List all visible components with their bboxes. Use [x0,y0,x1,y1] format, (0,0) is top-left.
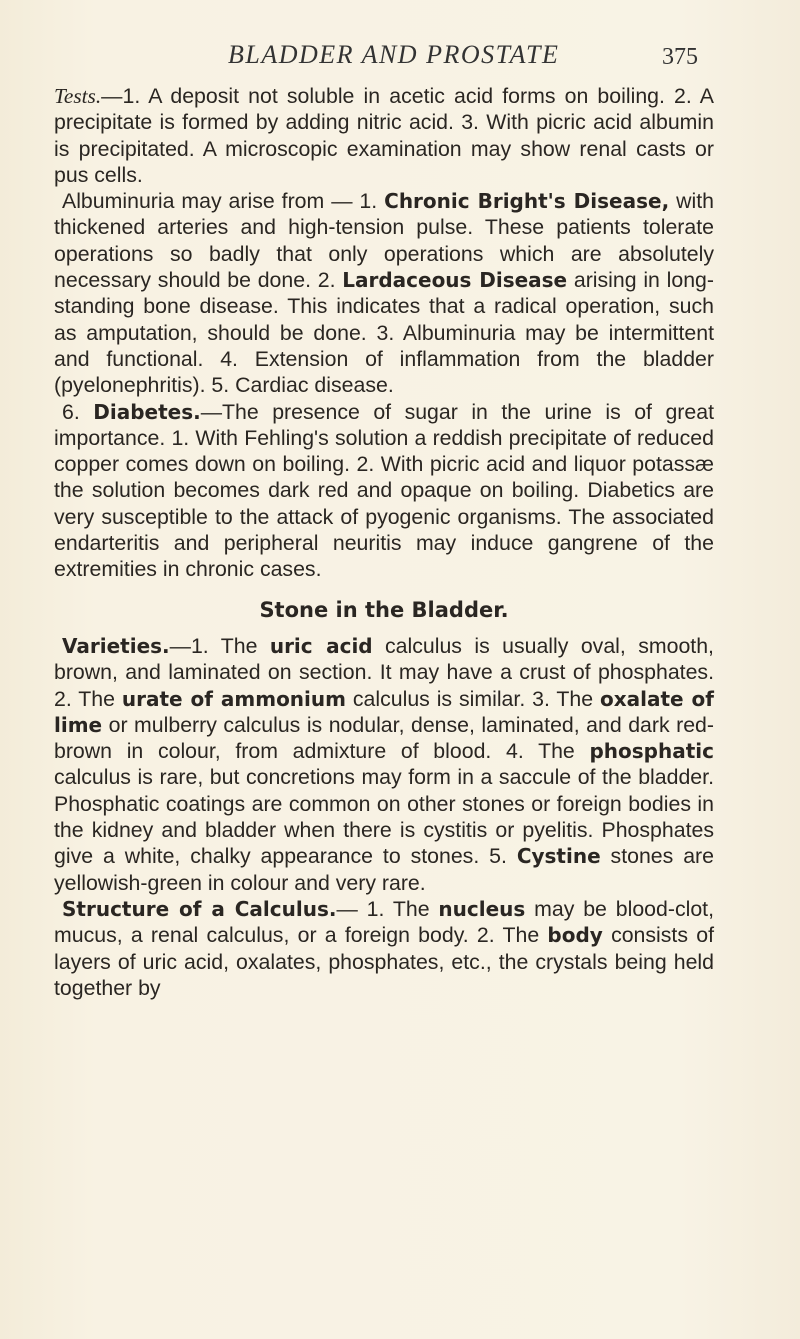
brights-disease-keyword: Chronic Bright's Disease, [384,189,670,214]
phosphatic-keyword: phosphatic [589,739,714,764]
body-keyword: body [547,923,603,948]
varieties-text-1: calculus is usually oval, smooth, brown, and laminated on section. It may have a crust of phosphates. 2. The [54,633,714,711]
diabetes-keyword: Diabetes. [93,399,201,424]
varieties-heading: Varieties. [62,633,170,658]
oxalate-keyword: oxalate of lime [54,686,714,737]
cystine-keyword: Cystine [516,844,601,869]
running-title: BLADDER AND PROSTATE [228,40,560,69]
section-title: Stone in the Bladder. [259,597,509,622]
urate-keyword: urate of ammonium [121,686,346,711]
body-text [54,83,714,1001]
tests-label: Tests. [54,84,102,108]
structure-text-1: may be blood-clot, mucus, a renal calculus, or a foreign body. 2. The [54,896,715,948]
albuminuria-paragraph [54,188,714,398]
running-header [228,40,698,70]
lardaceous-disease-keyword: Lardaceous Disease [342,268,568,293]
structure-text-2: consists of layers of uric acid, oxalates, phosphates, etc., the crystals being held together by [54,923,714,1000]
page-number: 375 [662,44,698,70]
varieties-text-4: calculus is rare, but concretions may form in a saccule of the bladder. Phosphatic coatings are common on other stones or foreign bodies in the kidney and bladder when there is cystitis or pyelitis. Phosphates give a white, chalky appearance to stones. 5. [54,765,714,869]
albuminuria-text-2: with thickened arteries and high-tension pulse. These patients tolerate operations so badly that only operations which are absolutely necessary should be done. 2. [54,189,714,293]
varieties-text-0: —1. The [169,633,270,658]
varieties-text-3: or mulberry calculus is nodular, dense, laminated, and dark red-brown in colour, from admixture of blood. 4. The [54,712,714,764]
nucleus-keyword: nucleus [438,896,526,921]
uric-acid-keyword: uric acid [269,633,373,658]
tests-text: —1. A deposit not soluble in acetic acid forms on boiling. 2. A precipitate is formed by adding nitric acid. 3. With picric acid albumin is precipitated. A microscopic examination may show renal casts or pus cells. [54,84,714,187]
diabetes-text-2: —The presence of sugar in the urine is of great importance. 1. With Fehling's solution a reddish precipitate of reduced copper comes down on boiling. 2. With picric acid and liquor potassæ the solution becomes dark red and opaque on boiling. Diabetics are very susceptible to the attack of pyogenic organisms. The associated endarteritis and peripheral neuritis may induce gangrene of the extremities in chronic cases. [54,399,714,582]
varieties-text-5: stones are yellowish-green in colour and very rare. [54,844,714,895]
varieties-text-2: calculus is similar. 3. The [345,686,600,711]
structure-paragraph [54,896,714,1001]
albuminuria-text-1: Albuminuria may arise from — 1. [62,189,385,214]
diabetes-paragraph [54,399,714,583]
albuminuria-text-3: arising in long-standing bone disease. This indicates that a radical operation, such as amputation, should be done. 3. Albuminuria may be intermittent and functional. 4. Extension of inflammation from the bladder (pyelonephritis). 5. Cardiac disease. [54,268,714,398]
varieties-paragraph [54,633,714,896]
diabetes-text-1: 6. [62,399,94,424]
tests-paragraph [54,83,714,188]
structure-text-0: — 1. The [336,896,439,921]
structure-heading: Structure of a Calculus. [62,896,337,921]
